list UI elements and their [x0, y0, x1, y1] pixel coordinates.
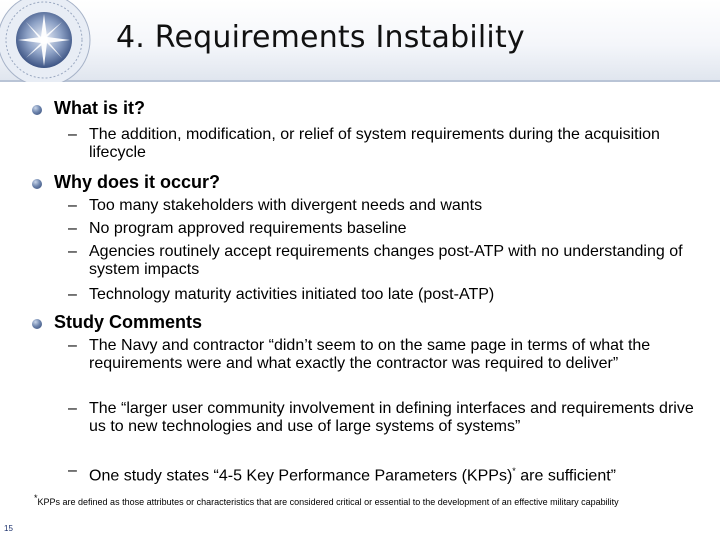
dash-marker: – — [68, 220, 77, 237]
sub-bullet: The addition, modification, or relief of system requirements during the acquisition lifecycle — [89, 126, 660, 161]
footnote-marker: * — [512, 466, 516, 476]
bullet-dot — [32, 105, 42, 115]
page-number: 15 — [4, 524, 13, 533]
slide-title: 4. Requirements Instability — [116, 20, 525, 55]
dash-marker: – — [68, 400, 77, 417]
dash-marker: – — [68, 243, 77, 260]
seal-logo — [0, 0, 100, 82]
footnote-marker: * — [34, 493, 38, 503]
bullet-dot — [32, 319, 42, 329]
sub-bullet-text: are sufficient” — [515, 467, 616, 485]
section-heading: Why does it occur? — [54, 172, 221, 192]
bullet-dot — [32, 179, 42, 189]
sub-bullet-text: One study states “4-5 Key Performance Parameters (KPPs) — [89, 467, 513, 485]
dash-marker: – — [68, 337, 77, 354]
sub-bullet — [89, 462, 699, 485]
sub-bullet: The Navy and contractor “didn’t seem to on the same page in terms of what the requirements were and what exactly the contractor was required to deliver” — [89, 337, 651, 372]
footnote — [34, 493, 619, 507]
sub-bullet: The “larger user community involvement in defining interfaces and requirements drive us to new technologies and use of large systems of systems” — [89, 400, 694, 435]
title-divider — [0, 80, 720, 82]
sub-bullet: Too many stakeholders with divergent needs and wants — [89, 197, 483, 214]
sub-bullet: No program approved requirements baseline — [89, 220, 407, 237]
sub-bullet: Agencies routinely accept requirements changes post-ATP with no understanding of system impacts — [89, 243, 683, 278]
sub-bullet: Technology maturity activities initiated too late (post-ATP) — [89, 286, 495, 303]
footnote-text: KPPs are defined as those attributes or characteristics that are considered critical or essential to the development of an effective military capability — [37, 497, 619, 507]
dash-marker: – — [68, 197, 77, 214]
section-heading: What is it? — [54, 98, 145, 118]
dash-marker: – — [68, 462, 77, 479]
dash-marker: – — [68, 126, 77, 143]
dash-marker: – — [68, 286, 77, 303]
section-heading: Study Comments — [54, 312, 203, 332]
